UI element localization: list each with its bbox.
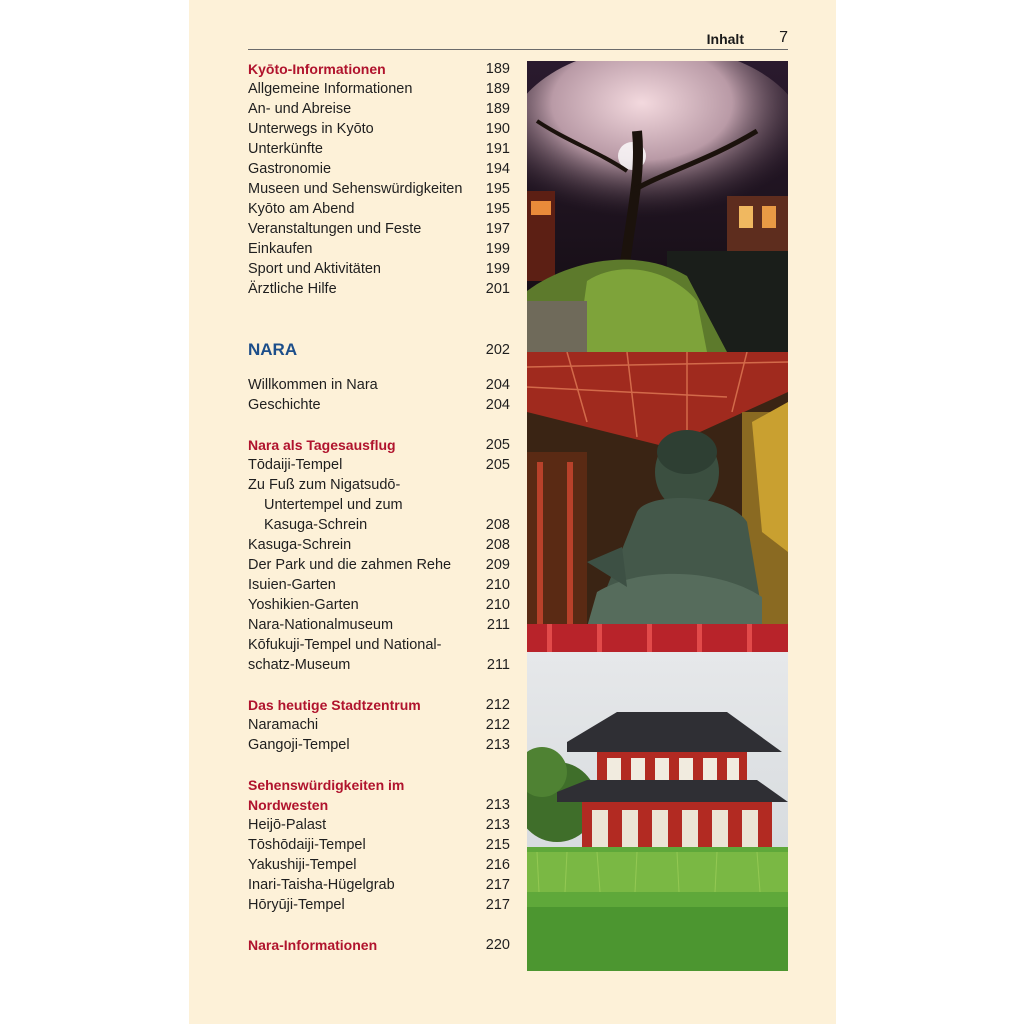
- toc-entry: [248, 835, 511, 855]
- toc-entry: [248, 375, 511, 395]
- toc-entry: [248, 635, 511, 655]
- toc-entry: [248, 595, 511, 615]
- toc-entry-title: Das heutige Stadtzentrum: [248, 697, 421, 713]
- photo-great-buddha: [527, 352, 788, 652]
- toc-entry-title: Zu Fuß zum Nigatsudō-: [248, 477, 401, 493]
- toc-entry-page: 209: [485, 557, 510, 573]
- toc-entry: [248, 555, 511, 575]
- toc-section-heading: [248, 59, 511, 79]
- toc-entry-title: Nara-Informationen: [248, 937, 378, 953]
- header-page-number: 7: [779, 29, 788, 46]
- toc-entry-page: 201: [485, 281, 510, 297]
- toc-entry: [248, 119, 511, 139]
- toc-entry: [248, 99, 511, 119]
- toc-entry-title: Yoshikien-Garten: [248, 597, 359, 613]
- toc-entry-title: Ärztliche Hilfe: [248, 281, 337, 297]
- toc-entry: [248, 655, 511, 675]
- toc-entry-title: schatz-Museum: [248, 657, 351, 673]
- toc-entry-title: Geschichte: [248, 397, 321, 413]
- toc-entry-page: 215: [485, 837, 510, 853]
- toc-chapter-heading: [248, 339, 511, 361]
- toc-entry-page: 205: [485, 437, 510, 453]
- toc-entry-title: Gangoji-Tempel: [248, 737, 350, 753]
- toc-entry-page: 202: [485, 342, 510, 358]
- toc-entry-page: 213: [485, 817, 510, 833]
- toc-entry-title: Sehenswürdigkeiten im: [248, 777, 405, 793]
- toc-entry-title: Nara als Tagesausflug: [248, 437, 396, 453]
- toc-entry-title: Willkommen in Nara: [248, 377, 378, 393]
- toc-entry: [248, 159, 511, 179]
- toc-entry-title: Untertempel und zum: [264, 497, 403, 513]
- toc-entry: [248, 395, 511, 415]
- toc-spacer: [248, 915, 511, 935]
- photo-red-palace-gate: [527, 652, 788, 971]
- toc-entry-title: Kyōto am Abend: [248, 201, 355, 217]
- toc-entry-title: Naramachi: [248, 717, 319, 733]
- toc-entry-page: 217: [485, 897, 510, 913]
- toc-entry-page: 212: [485, 697, 510, 713]
- toc-entry-title: Allgemeine Informationen: [248, 81, 413, 97]
- toc-entry-title: Heijō-Palast: [248, 817, 327, 833]
- toc-spacer: [248, 755, 511, 775]
- toc-entry-page: 189: [485, 101, 510, 117]
- toc-entry-title: Sport und Aktivitäten: [248, 261, 381, 277]
- toc-entry-title: Hōryūji-Tempel: [248, 897, 345, 913]
- toc-entry-page: 195: [485, 201, 510, 217]
- toc-entry-page: 213: [485, 797, 510, 813]
- toc-entry-title: Kasuga-Schrein: [248, 537, 352, 553]
- toc-entry-title: Unterkünfte: [248, 141, 323, 157]
- toc-section-heading: [248, 775, 511, 795]
- toc-entry-page: 205: [485, 457, 510, 473]
- toc-entry-title: Nara-Nationalmuseum: [248, 617, 394, 633]
- toc-entry: [248, 875, 511, 895]
- toc-section-heading: [248, 795, 511, 815]
- toc-entry-title: Kōfukuji-Tempel und National-: [248, 637, 442, 653]
- photo-cherry-tree-night: [527, 61, 788, 352]
- toc-section-heading: [248, 435, 511, 455]
- toc-entry-page: 191: [485, 141, 510, 157]
- header-section-title: Inhalt: [706, 31, 744, 47]
- toc-entry-page: 197: [485, 221, 510, 237]
- toc-entry: [248, 735, 511, 755]
- toc-entry-page: 211: [486, 617, 510, 633]
- toc-entry-title: Tōshōdaiji-Tempel: [248, 837, 366, 853]
- toc-entry: [248, 139, 511, 159]
- toc-entry-page: 216: [485, 857, 510, 873]
- toc-entry-page: 190: [485, 121, 510, 137]
- toc-entry-title: Gastronomie: [248, 161, 332, 177]
- toc-entry: [248, 199, 511, 219]
- toc-entry-title: Unterwegs in Kyōto: [248, 121, 374, 137]
- toc-entry-page: 204: [485, 377, 510, 393]
- toc-entry: [248, 455, 511, 475]
- toc-entry-page: 210: [485, 577, 510, 593]
- toc-entry-title: Yakushiji-Tempel: [248, 857, 357, 873]
- toc-entry: [248, 475, 511, 495]
- toc-section-heading: [248, 695, 511, 715]
- toc-entry: [248, 615, 511, 635]
- toc-entry-page: 194: [485, 161, 510, 177]
- toc-entry-page: 210: [485, 597, 510, 613]
- toc-entry-page: 204: [485, 397, 510, 413]
- toc-spacer: [248, 675, 511, 695]
- toc-entry-title: Nordwesten: [248, 797, 329, 813]
- toc-entry-title: NARA: [248, 340, 298, 359]
- toc-entry-page: 195: [485, 181, 510, 197]
- table-of-contents: [248, 59, 511, 955]
- toc-entry-page: 212: [485, 717, 510, 733]
- toc-spacer: [248, 415, 511, 435]
- toc-entry-title: Tōdaiji-Tempel: [248, 457, 343, 473]
- toc-entry: [248, 279, 511, 299]
- toc-entry-page: 208: [485, 517, 510, 533]
- toc-entry: [248, 179, 511, 199]
- toc-entry: [248, 259, 511, 279]
- toc-spacer: [248, 299, 511, 339]
- toc-entry: [248, 495, 511, 515]
- toc-entry: [248, 219, 511, 239]
- toc-entry-page: 199: [485, 261, 510, 277]
- toc-entry: [248, 895, 511, 915]
- toc-section-heading: [248, 935, 511, 955]
- toc-entry-title: Kyōto-Informationen: [248, 61, 386, 77]
- toc-entry-title: An- und Abreise: [248, 101, 352, 117]
- toc-entry-page: 189: [485, 61, 510, 77]
- toc-entry-page: 220: [485, 937, 510, 953]
- toc-spacer: [248, 361, 511, 375]
- toc-entry-page: 199: [485, 241, 510, 257]
- toc-entry-page: 213: [485, 737, 510, 753]
- running-header: [248, 30, 788, 50]
- toc-entry-title: Museen und Sehenswürdigkeiten: [248, 181, 463, 197]
- toc-entry-title: Kasuga-Schrein: [264, 517, 368, 533]
- toc-entry-page: 208: [485, 537, 510, 553]
- toc-entry: [248, 535, 511, 555]
- toc-entry: [248, 855, 511, 875]
- toc-entry-page: 189: [485, 81, 510, 97]
- toc-entry: [248, 515, 511, 535]
- toc-entry-page: 211: [486, 657, 510, 673]
- toc-entry: [248, 239, 511, 259]
- toc-entry: [248, 715, 511, 735]
- toc-entry-page: 217: [485, 877, 510, 893]
- toc-entry-title: Veranstaltungen und Feste: [248, 221, 422, 237]
- toc-entry-title: Der Park und die zahmen Rehe: [248, 557, 452, 573]
- toc-entry-title: Einkaufen: [248, 241, 313, 257]
- toc-entry-title: Isuien-Garten: [248, 577, 336, 593]
- toc-entry: [248, 575, 511, 595]
- toc-entry-title: Inari-Taisha-Hügelgrab: [248, 877, 395, 893]
- toc-entry: [248, 815, 511, 835]
- toc-entry: [248, 79, 511, 99]
